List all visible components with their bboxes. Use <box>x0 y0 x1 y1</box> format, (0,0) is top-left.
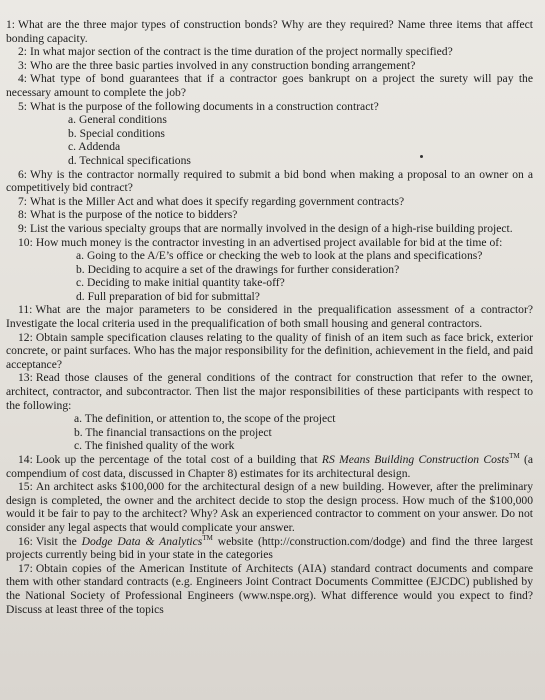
question-13: 13: Read those clauses of the general conditions of the contract for construction that refer to the owner, architect, contractor, and subcontractor. Then list the major responsibilities of these participants with respect to the following: <box>6 371 533 412</box>
trademark: TM <box>202 533 213 542</box>
question-5-item-b: b. Special conditions <box>68 126 165 140</box>
question-13-item-b: b. The financial transactions on the project <box>74 425 272 439</box>
question-16: 16: Visit the Dodge Data & Analytics™ website (http://construction.com/dodge) and find the three largest projects currently being bid in your state in the categories <box>6 533 534 562</box>
stray-mark <box>420 155 423 158</box>
rs-means-title: RS Means Building Construction Costs <box>321 453 510 466</box>
question-5-item-c: c. Addenda <box>68 140 121 154</box>
question-7: 7: What is the Miller Act and what does it specify regarding government contracts? <box>18 194 405 208</box>
question-5-item-d: d. Technical specifications <box>68 153 191 167</box>
question-11: 11: What are the major parameters to be considered in the prequalification assessment of a contractor? Investigate the local criteria used in the prequalification of both small housing and general contractors. <box>6 303 533 331</box>
question-10-item-b: b. Deciding to acquire a set of the drawings for further consideration? <box>76 262 400 276</box>
question-14: 14: Look up the percentage of the total cost of a building that RS Means Building Construction Costs™ (a compendium of cost data, discussed in Chapter 8) estimates for its architectural design. <box>6 452 533 480</box>
question-1: 1: What are the three major types of construction bonds? Why are they required? Name three items that affect bonding capacity. <box>6 18 533 45</box>
trademark: TM <box>509 452 520 461</box>
question-3: 3: Who are the three basic parties involved in any construction bonding arrangement? <box>18 58 416 72</box>
question-5-item-a: a. General conditions <box>68 113 167 127</box>
question-10-item-d: d. Full preparation of bid for submittal? <box>76 289 260 303</box>
question-10: 10: How much money is the contractor investing in an advertised project available for bid at the time of: <box>18 235 503 249</box>
question-6: 6: Why is the contractor normally required to submit a bid bond when making a proposal to an owner on a competitively bid contract? <box>6 167 533 195</box>
question-17: 17: Obtain copies of the American Institute of Architects (AIA) standard contract documents and compare them with other standard contracts (e.g. Engineers Joint Contract Documents Committee (EJCDC) published by the National Society of Professional Engineers (www.nspe.org). What difference would you expect to find? Discuss at least three of the topics <box>6 561 533 616</box>
question-8: 8: What is the purpose of the notice to bidders? <box>18 208 238 222</box>
dodge-title: Dodge Data & Analytics <box>81 534 203 548</box>
question-9: 9: List the various specialty groups that are normally involved in the design of a high-rise building project. <box>18 221 513 235</box>
question-13-item-c: c. The finished quality of the work <box>74 439 235 453</box>
question-4: 4: What type of bond guarantees that if a contractor goes bankrupt on a project the surety will pay the necessary amount to complete the job? <box>6 72 533 99</box>
question-10-item-c: c. Deciding to make initial quantity take-off? <box>76 276 285 290</box>
question-15: 15: An architect asks $100,000 for the architectural design of a new building. However, after the preliminary design is completed, the owner and the architect decide to stop the design process. How much of the $100,000 would it be fair to pay to the architect? Why? Ask an experienced contractor to comment on your answer. Do not consider any legal aspects that would complicate your answer. <box>6 480 533 534</box>
question-5: 5: What is the purpose of the following documents in a construction contract? <box>18 99 379 113</box>
question-13-item-a: a. The definition, or attention to, the scope of the project <box>74 412 336 426</box>
question-2: 2: In what major section of the contract is the time duration of the project normally specified? <box>18 45 453 59</box>
question-12: 12: Obtain sample specification clauses relating to the quality of finish of an item such as face brick, exterior concrete, or paint surfaces. Who has the major responsibility for the definition, achievement in the field, and paid acceptance? <box>6 330 533 371</box>
question-10-item-a: a. Going to the A/E’s office or checking the web to look at the plans and specifications? <box>76 249 483 263</box>
